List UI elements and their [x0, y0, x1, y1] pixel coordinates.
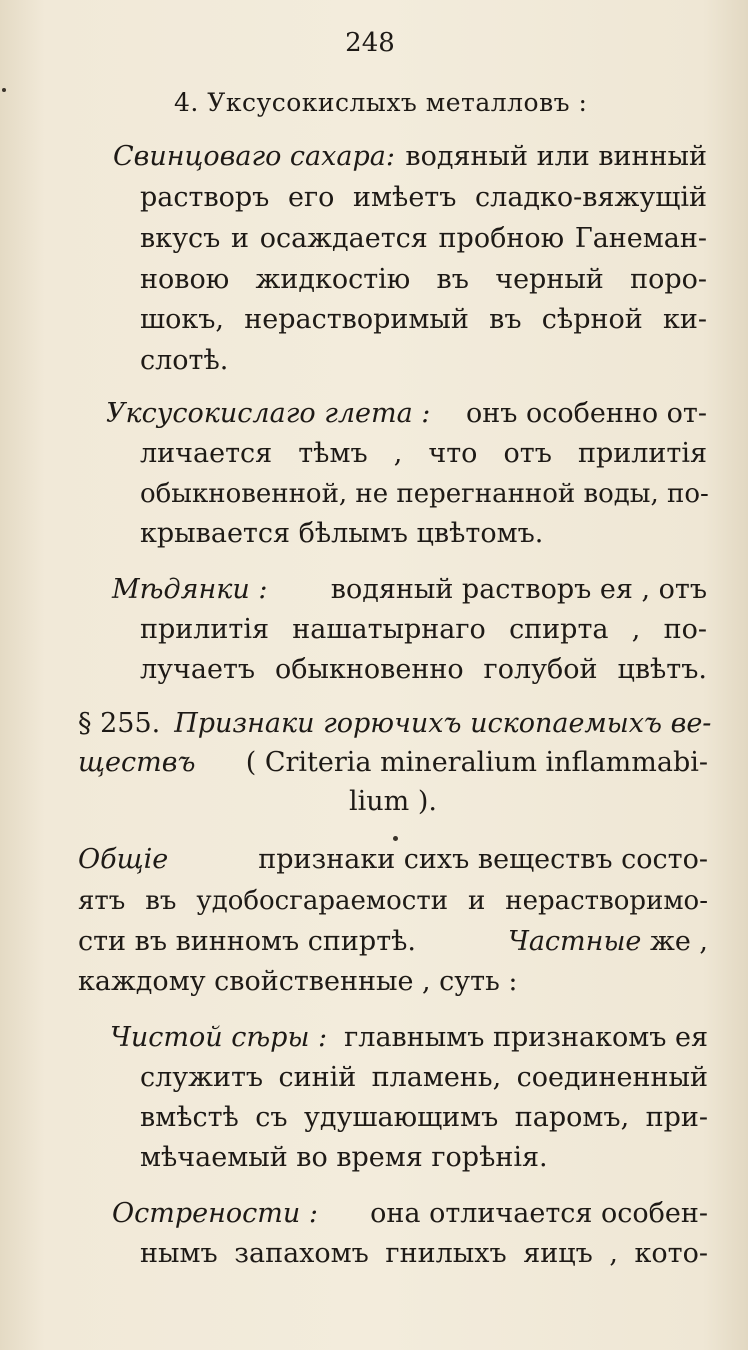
text-line: вмѣстѣ съ удушающимъ паромъ, при-: [140, 1102, 708, 1133]
text-line: шокъ, нерастворимый въ сѣрной ки-: [140, 304, 707, 335]
text-line: служитъ синій пламень, соединенный: [140, 1062, 708, 1093]
text-line: [78, 707, 712, 741]
text-line: [112, 573, 707, 607]
text-line: [78, 843, 708, 877]
text-segment: признаки сихъ веществъ состо-: [258, 844, 708, 875]
text-line: [113, 140, 707, 174]
text-segment: водяный или винный: [405, 141, 707, 172]
ink-speck: [393, 836, 398, 841]
text-line: [112, 1197, 708, 1231]
text-segment: главнымъ признакомъ ея: [344, 1022, 708, 1053]
term: Частные: [507, 926, 642, 957]
section-title: Признаки горючихъ ископаемыхъ ве-: [174, 708, 712, 739]
text-line: нымъ запахомъ гнилыхъ яицъ , кото-: [140, 1238, 708, 1269]
text-line: [110, 1021, 708, 1055]
term: Мѣдянки :: [112, 574, 268, 605]
text-line: lium ).: [349, 786, 437, 817]
text-line: личается тѣмъ , что отъ прилитія: [140, 438, 707, 469]
text-line: растворъ его имѣетъ сладко-вяжущій: [140, 182, 707, 213]
term: Уксусокислаго глета :: [106, 398, 431, 429]
text-line: каждому свойственные , суть :: [78, 966, 518, 997]
section-heading: 4. Уксусокислыхъ металловъ :: [174, 88, 588, 117]
text-line: вкусъ и осаждается пробною Ганеман-: [140, 223, 707, 254]
section-number: § 255.: [78, 708, 161, 739]
term: Чистой сѣры :: [110, 1022, 328, 1053]
term: Общіе: [78, 844, 169, 875]
text-segment: она отличается особен-: [370, 1198, 708, 1229]
text-line: новою жидкостію въ черный поро-: [140, 264, 707, 295]
text-line: прилитія нашатырнаго спирта , по-: [140, 614, 707, 645]
text-line: лучаетъ обыкновенно голубой цвѣтъ.: [140, 654, 707, 685]
text-line: [78, 925, 708, 959]
text-line: слотѣ.: [140, 345, 229, 376]
text-line: [78, 746, 708, 780]
text-segment: онъ особенно от-: [465, 398, 707, 429]
text-line: ятъ въ удобосгараемости и нерастворимо-: [78, 886, 708, 916]
latin-title: ( Criteria mineralium inflammabi-: [245, 747, 708, 778]
text-segment: водяный растворъ ея , отъ: [330, 574, 707, 605]
text-segment: сти въ винномъ спиртѣ.: [78, 926, 417, 957]
page-number: 248: [345, 28, 395, 58]
ink-speck: [2, 88, 6, 92]
text-line: крывается бѣлымъ цвѣтомъ.: [140, 518, 544, 549]
term: Свинцоваго сахара:: [113, 141, 395, 172]
text-line: [106, 397, 707, 431]
text-segment: же ,: [650, 926, 708, 957]
text-line: мѣчаемый во время горѣнія.: [140, 1142, 548, 1173]
term: Острености :: [112, 1198, 318, 1229]
text-line: обыкновенной, не перегнанной воды, по-: [140, 479, 709, 509]
section-title: ществъ: [78, 747, 196, 778]
